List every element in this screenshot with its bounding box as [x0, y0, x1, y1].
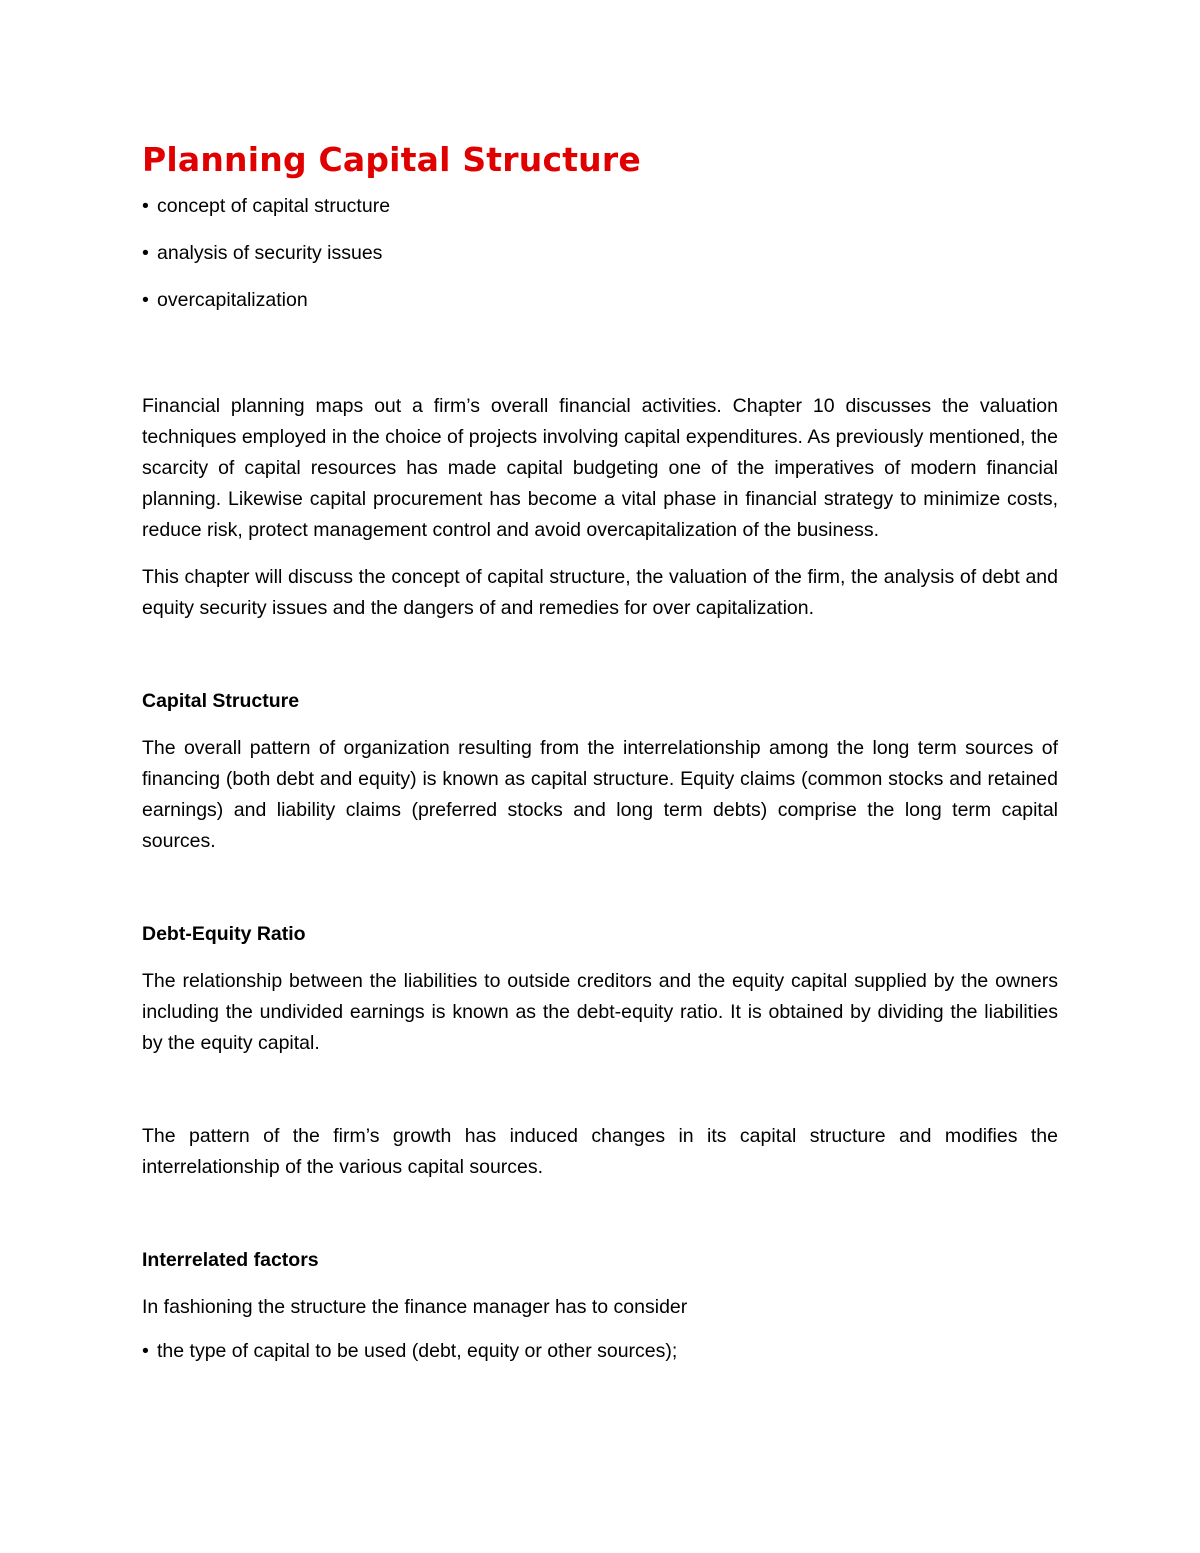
spacer	[142, 857, 1058, 919]
spacer	[142, 950, 1058, 966]
bullet-icon: •	[142, 289, 149, 311]
spacer	[142, 335, 1058, 391]
spacer	[142, 1059, 1058, 1121]
intro-bullet-list	[142, 194, 1058, 312]
bullet-icon: •	[142, 242, 149, 264]
interrelated-factors-paragraph: In fashioning the structure the finance manager has to consider	[142, 1296, 688, 1318]
list-item: • analysis of security issues	[142, 242, 383, 264]
capital-structure-paragraph: The overall pattern of organization resulting from the interrelationship among the long term sources of financing (both debt and equity) is known as capital structure. Equity claims (common stocks and retained earnings) and liability claims (preferred stocks and long term debts) comprise the long term capital sources.	[142, 737, 1058, 852]
spacer	[142, 1276, 1058, 1292]
spacer	[142, 1323, 1058, 1339]
capital-structure-heading: Capital Structure	[142, 690, 300, 712]
spacer	[142, 624, 1058, 686]
interrelated-factors-heading: Interrelated factors	[142, 1249, 319, 1271]
bullet-icon: •	[142, 195, 149, 217]
list-item: • the type of capital to be used (debt, equity or other sources);	[142, 1340, 678, 1362]
document-title: Planning Capital Structure	[142, 140, 641, 179]
bullet-icon: •	[142, 1340, 149, 1362]
list-item: • overcapitalization	[142, 289, 308, 311]
document-page	[142, 136, 1058, 1386]
chapter-overview-paragraph: This chapter will discuss the concept of capital structure, the valuation of the firm, the analysis of debt and equity security issues and the dangers of and remedies for over capitalization.	[142, 566, 1058, 619]
debt-equity-paragraph: The relationship between the liabilities to outside creditors and the equity capital supplied by the owners including the undivided earnings is known as the debt-equity ratio. It is obtained by dividing the liabilities by the equity capital.	[142, 970, 1058, 1054]
factors-bullet-list	[142, 1339, 1058, 1363]
list-item: • concept of capital structure	[142, 195, 391, 217]
spacer	[142, 717, 1058, 733]
growth-paragraph: The pattern of the firm’s growth has induced changes in its capital structure and modifies the interrelationship of the various capital sources.	[142, 1125, 1058, 1178]
debt-equity-heading: Debt-Equity Ratio	[142, 923, 306, 945]
spacer	[142, 1183, 1058, 1245]
intro-paragraph: Financial planning maps out a firm’s overall financial activities. Chapter 10 discusses the valuation techniques employed in the choice of projects involving capital expenditures. As previously mentioned, the scarcity of capital resources has made capital budgeting one of the imperatives of modern financial planning. Likewise capital procurement has become a vital phase in financial strategy to minimize costs, reduce risk, protect management control and avoid overcapitalization of the business.	[142, 395, 1058, 541]
spacer	[142, 546, 1058, 562]
